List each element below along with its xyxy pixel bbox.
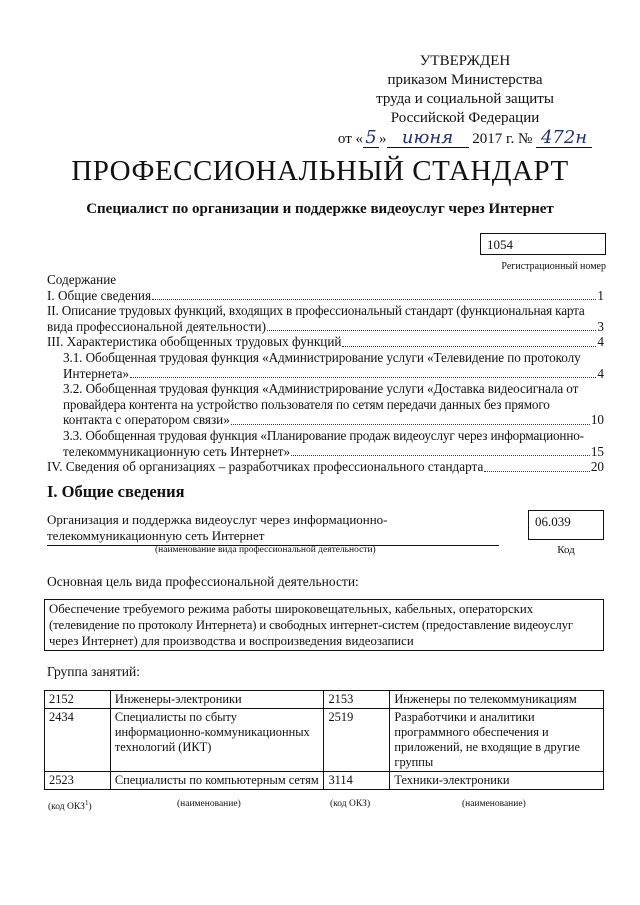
table-row [45, 691, 604, 709]
occupation-name: Специалисты по сбыту информационно-коммуникационных технологий (ИКТ) [110, 709, 324, 772]
okz-code: 2152 [45, 691, 111, 709]
okz-code: 2434 [45, 709, 111, 772]
okz-code: 2153 [324, 691, 390, 709]
occupation-name: Инженеры-электроники [110, 691, 324, 709]
activity-name-label: (наименование вида профессиональной деятельности) [155, 545, 376, 555]
document-subtitle: Специалист по организации и поддержке видеоуслуг через Интернет [86, 201, 554, 217]
handwritten-month: июня [387, 128, 469, 148]
goal-box: Обеспечение требуемого режима работы широковещательных, кабельных, операторских (телевидение по протоколу Интернета) и свободных интернет-систем (предоставление видеоуслуг через Интернет) для производства и воспроизведения видеозаписи [44, 599, 604, 651]
approval-date-line: от « 5 » июня 2017 г. № 472н [330, 128, 600, 149]
occupation-name: Техники-электроники [390, 772, 604, 790]
toc-entry-line: 3.3. Обобщенная трудовая функция «Планирование продаж видеоуслуг через информационно- [63, 427, 584, 443]
okz-code: 3114 [324, 772, 390, 790]
toc-entry-line: провайдера контента на устройство пользователя по сетям передачи данных без прямого [63, 396, 550, 412]
occupation-name: Инженеры по телекоммуникациям [390, 691, 604, 709]
table-row [45, 709, 604, 772]
toc-entry: Интернета» 4 [63, 365, 604, 381]
approval-line: труда и социальной защиты [376, 91, 554, 107]
footnote-mark: 1 [84, 799, 89, 807]
table-of-contents [47, 272, 604, 475]
okz-code: 2519 [324, 709, 390, 772]
table-row [45, 772, 604, 790]
toc-entry: I. Общие сведения 1 [47, 287, 604, 303]
registration-number-box: 1054 [480, 233, 606, 255]
approval-line: Российской Федерации [390, 110, 540, 126]
toc-entry-line: 3.1. Обобщенная трудовая функция «Администрирование услуги «Телевидение по протоколу [63, 349, 581, 365]
toc-entry-line: 3.2. Обобщенная трудовая функция «Администрирование услуги «Доставка видеосигнала от [63, 381, 579, 397]
activity-name: Организация и поддержка видеоуслуг через информационно- телекоммуникационную сеть Интернет [47, 512, 499, 546]
section-heading: I. Общие сведения [47, 482, 185, 501]
toc-heading: Содержание [47, 272, 117, 287]
toc-entry: IV. Сведения об организациях – разработчиках профессионального стандарта 20 [47, 459, 604, 475]
occupation-group-heading: Группа занятий: [47, 664, 140, 679]
handwritten-day: 5 [363, 128, 379, 148]
occupation-name: Разработчики и аналитики программного обеспечения и приложений, не входящие в другие группы [390, 709, 604, 772]
occupation-table [44, 690, 604, 790]
document-title: ПРОФЕССИОНАЛЬНЫЙ СТАНДАРТ [71, 155, 569, 187]
activity-code-box: 06.039 [528, 510, 604, 540]
okz-code-label: (код ОКЗ) [330, 799, 371, 809]
toc-entry: телекоммуникационную сеть Интернет» 15 [63, 443, 604, 459]
approval-heading: УТВЕРЖДЕН [419, 53, 511, 69]
occupation-name: Специалисты по компьютерным сетям [110, 772, 324, 790]
okz-code: 2523 [45, 772, 111, 790]
goal-heading: Основная цель вида профессиональной деятельности: [47, 574, 359, 589]
toc-entry: III. Характеристика обобщенных трудовых функций 4 [47, 334, 604, 350]
activity-code-label: Код [557, 544, 575, 556]
occupation-name-label: (наименование) [462, 799, 526, 809]
registration-number-label: Регистрационный номер [501, 261, 606, 272]
handwritten-order-number: 472н [536, 128, 592, 148]
toc-entry: вида профессиональной деятельности) 3 [47, 318, 604, 334]
approval-line: приказом Министерства [387, 72, 543, 88]
approval-block [330, 52, 600, 149]
okz-code-label: (код ОКЗ$^1$) [48, 799, 92, 813]
toc-entry: контакта с оператором связи» 10 [63, 412, 604, 428]
occupation-name-label: (наименование) [177, 799, 241, 809]
toc-entry-line: II. Описание трудовых функций, входящих в профессиональный стандарт (функциональная карта [47, 303, 585, 319]
